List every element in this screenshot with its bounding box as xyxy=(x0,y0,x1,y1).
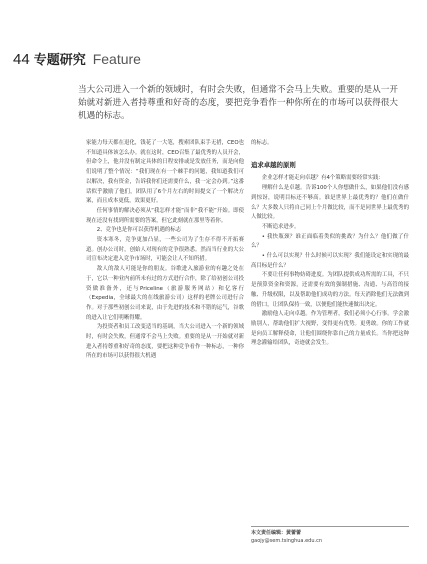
body-paragraph: 不要让任何事物妨碍进度。为团队提供成功所需的工具，不只是预算资金和资源，还需要有效的强制措施、沟通、与高管的接触、升级权限，以及帮助他们成功的方法。每天消除他们无法做到的借口，让团队保持一致，以便他们能快速做出决定。 xyxy=(251,272,409,308)
page-header xyxy=(13,49,141,68)
bullet-item: • 我快瓶颈？谁正面临着类似的挑战？为什么？他们做了什么？ xyxy=(251,233,409,250)
body-paragraph: 不断追求进步。 xyxy=(261,223,300,230)
right-column xyxy=(251,139,409,349)
section-title-en: Feature xyxy=(92,51,141,67)
body-paragraph: 的标志。 xyxy=(251,140,273,146)
body-paragraph: 激励他人走向卓越。作为管理者，我们必须小心行事。学会激励别人，帮助他们扩大视野，变得更有优势。更勇敢。你的工作就是向员工解释使命，让他们围绕你靠自己的力量成长。当你把这种理念灌输给团队，奇迹就会发生。 xyxy=(251,311,409,347)
left-column xyxy=(86,139,244,362)
section-point: 2、竞争也是你可以获得机遇的标志 xyxy=(96,227,182,234)
page-number: 44 xyxy=(13,51,30,68)
body-paragraph: 企业怎样才能走向卓越？有4个策略需要经常实践： xyxy=(261,175,384,182)
editor-email: gaojy@sem.tsinghua.edu.cn xyxy=(251,537,323,544)
editor-footnote xyxy=(251,526,409,545)
body-paragraph: 为投资者和员工改变适当的基调，当大公司进入一个新的领域时，有时会失败，但通常不会马上失败。重要的是从一开始就对新进入者持尊重和好奇的态度，要把这种竞争看作一种标志，一种你所在的市场可以获得很大机遇 xyxy=(86,324,244,360)
editor-credit: 本文责任编辑：黄蕾蕾 xyxy=(251,530,302,536)
pull-quote: 当大公司进入一个新的领域时，有时会失败，但通常不会马上失败。重要的是从一开始就对新进入者持尊重和好奇的态度，要把竞争看作一种你所在的市场可以获得很大机遇的标志。 xyxy=(78,85,398,122)
body-paragraph: 敌人的敌人可能是你的朋友。谷歌进入旅游业的有趣之处在于，它以一种业内前所未有过的方式进行合作，除了给初创公司投资做准备外，还与Priceline（旅游服务网站）和亿客行（Expedia，全球最大的在线旅游公司）这样的老牌公司进行合作。对于那些初创公司来说，由于先进的技术和不错的运气，谷歌的进入让它们明晰得耀。 xyxy=(86,266,244,321)
body-paragraph: 资本寒冬，竞争更加凸显，一些公司为了生存不得不开拓赛道。创办公司时，创始人对现有的竞争很熟悉。然而当行业的大公司宣布决定进入竞争市场时，可能会让人不知所措。 xyxy=(86,237,244,263)
bullet-item: • 什么可以实现？什么时候可以实现？我们能设定和实现的最高目标是什么？ xyxy=(251,253,409,269)
body-paragraph: 理解什么是卓越。告诉100个人你想做什么，如果他们没有感到惊讶，说明目标还不够高。谁是世界上最优秀的？他们在做什么？大多数人只将自己同上个月做比较，而不是同世界上最优秀的人做比较。 xyxy=(251,185,409,221)
section-title-cn: 专题研究 xyxy=(33,53,86,68)
body-paragraph: 家能力每天都在退化，钱花了一大笔，搜索团队束手无措，CEO也不知道具体该怎么办。就在这时，CEO召集了最优秀的人员开会，但命令上，他并没有制定具体的日程安排或是发放任务，而是向他们说明了整个情况：“我们现在有一个棘手的问题，我知道我们可以解决，我有资金，告诉我你们还需要什么，我一定会办到。”这番话似乎激励了他们，团队用了6个月左右的时间提交了一个解决方案，而且成本更低，效果更好。 xyxy=(86,140,244,205)
body-paragraph: 任何事情的解决必须从“我怎样才能”而非“我不能”开始。即使现在还没有找到所需要的答案，但它此刻就在那里等着你。 xyxy=(86,207,244,224)
subheading: 追求卓越的原则 xyxy=(251,160,296,169)
